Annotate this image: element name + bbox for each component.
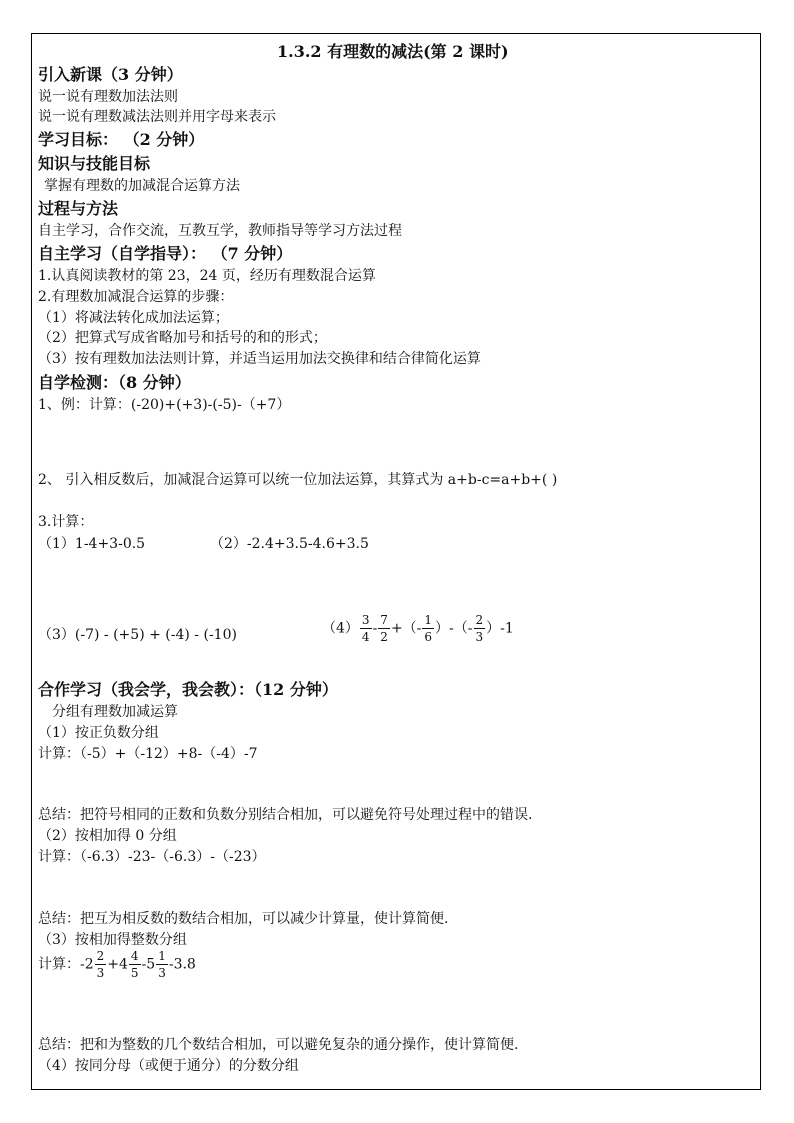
page-title: 1.3.2 有理数的减法(第 2 课时)	[277, 42, 509, 61]
check-question-3d: （4） $\frac{3}{4}$ - $\frac{7}{2}$ +（- $\frac{1}{6}$ ）-（- $\frac{2}{3}$ ）-1	[322, 613, 514, 644]
goal-heading: 学习目标： （2 分钟）	[38, 130, 205, 149]
coop-group-1-calc: 计算：（-5）+（-12）+8-（-4）-7	[38, 746, 258, 762]
q3d-fraction-2: $\frac{7}{2}$	[380, 613, 388, 644]
process-heading: 过程与方法	[38, 199, 119, 218]
check-question-2: 2、 引入相反数后，加减混合运算可以统一位加法运算，其算式为 a+b-c=a+b+( )	[38, 472, 558, 488]
q3d-fraction-4: $\frac{2}{3}$	[475, 613, 484, 644]
q3d-fraction-1: $\frac{3}{4}$	[361, 613, 370, 644]
coop-subtitle: 分组有理数加减运算	[52, 704, 178, 720]
intro-line-1: 说一说有理数加法法则	[38, 89, 178, 105]
intro-line-2: 说一说有理数减法法则并用字母来表示	[38, 109, 276, 125]
skill-line-1: 掌握有理数的加减混合运算方法	[44, 178, 240, 194]
g3-fraction-3: $\frac{1}{3}$	[158, 949, 166, 980]
g3-fraction-2: $\frac{4}{5}$	[130, 949, 139, 980]
self-check-heading: 自学检测：（8 分钟）	[38, 373, 191, 392]
coop-group-2-calc: 计算：（-6.3）-23-（-6.3）-（-23）	[38, 849, 266, 865]
q3d-prefix: （4）	[322, 620, 359, 637]
q3d-fraction-3: $\frac{1}{6}$	[424, 613, 433, 644]
check-question-3c: （3）(-7) - (+5) + (-4) - (-10)	[38, 627, 237, 643]
self-study-line-2: 2.有理数加减混合运算的步骤：	[38, 289, 234, 305]
check-question-1: 1、例：计算：(-20)+(+3)-(-5)-（+7）	[38, 397, 291, 413]
skill-heading: 知识与技能目标	[38, 154, 151, 173]
process-line-1: 自主学习，合作交流，互教互学，教师指导等学习方法过程	[38, 223, 402, 239]
coop-group-3-calc: 计算：-2 $\frac{2}{3}$ +4 $\frac{4}{5}$ -5 $\frac{1}{3}$ -3.8	[38, 949, 196, 980]
coop-group-2: （2）按相加得 0 分组	[38, 828, 177, 844]
coop-group-1-summary: 总结：把符号相同的正数和负数分别结合相加，可以避免符号处理过程中的错误.	[38, 807, 533, 823]
self-study-step-3: （3）按有理数加法法则计算，并适当运用加法交换律和结合律简化运算	[38, 351, 481, 367]
coop-group-4: （4）按同分母（或便于通分）的分数分组	[38, 1058, 299, 1074]
check-question-3b: （2）-2.4+3.5-4.6+3.5	[210, 536, 369, 552]
coop-group-1: （1）按正负数分组	[38, 725, 159, 741]
self-study-heading: 自主学习（自学指导）： （7 分钟）	[38, 244, 293, 263]
coop-group-3: （3）按相加得整数分组	[38, 932, 187, 948]
coop-heading: 合作学习（我会学，我会教）：（12 分钟）	[38, 680, 338, 699]
self-study-step-2: （2）把算式写成省略加号和括号的和的形式；	[38, 330, 327, 346]
g3-fraction-1: $\frac{2}{3}$	[96, 949, 105, 980]
self-study-line-1: 1.认真阅读教材的第 23，24 页，经历有理数混合运算	[38, 268, 376, 284]
self-study-step-1: （1）将减法转化成加法运算；	[38, 310, 229, 326]
coop-group-3-summary: 总结：把和为整数的几个数结合相加，可以避免复杂的通分操作，使计算简便.	[38, 1037, 519, 1053]
intro-heading: 引入新课（3 分钟）	[38, 65, 183, 84]
check-question-3a: （1）1-4+3-0.5	[38, 536, 146, 552]
check-question-3: 3.计算：	[38, 514, 94, 530]
coop-group-2-summary: 总结：把互为相反数的数结合相加，可以减少计算量，使计算简便.	[38, 911, 449, 927]
